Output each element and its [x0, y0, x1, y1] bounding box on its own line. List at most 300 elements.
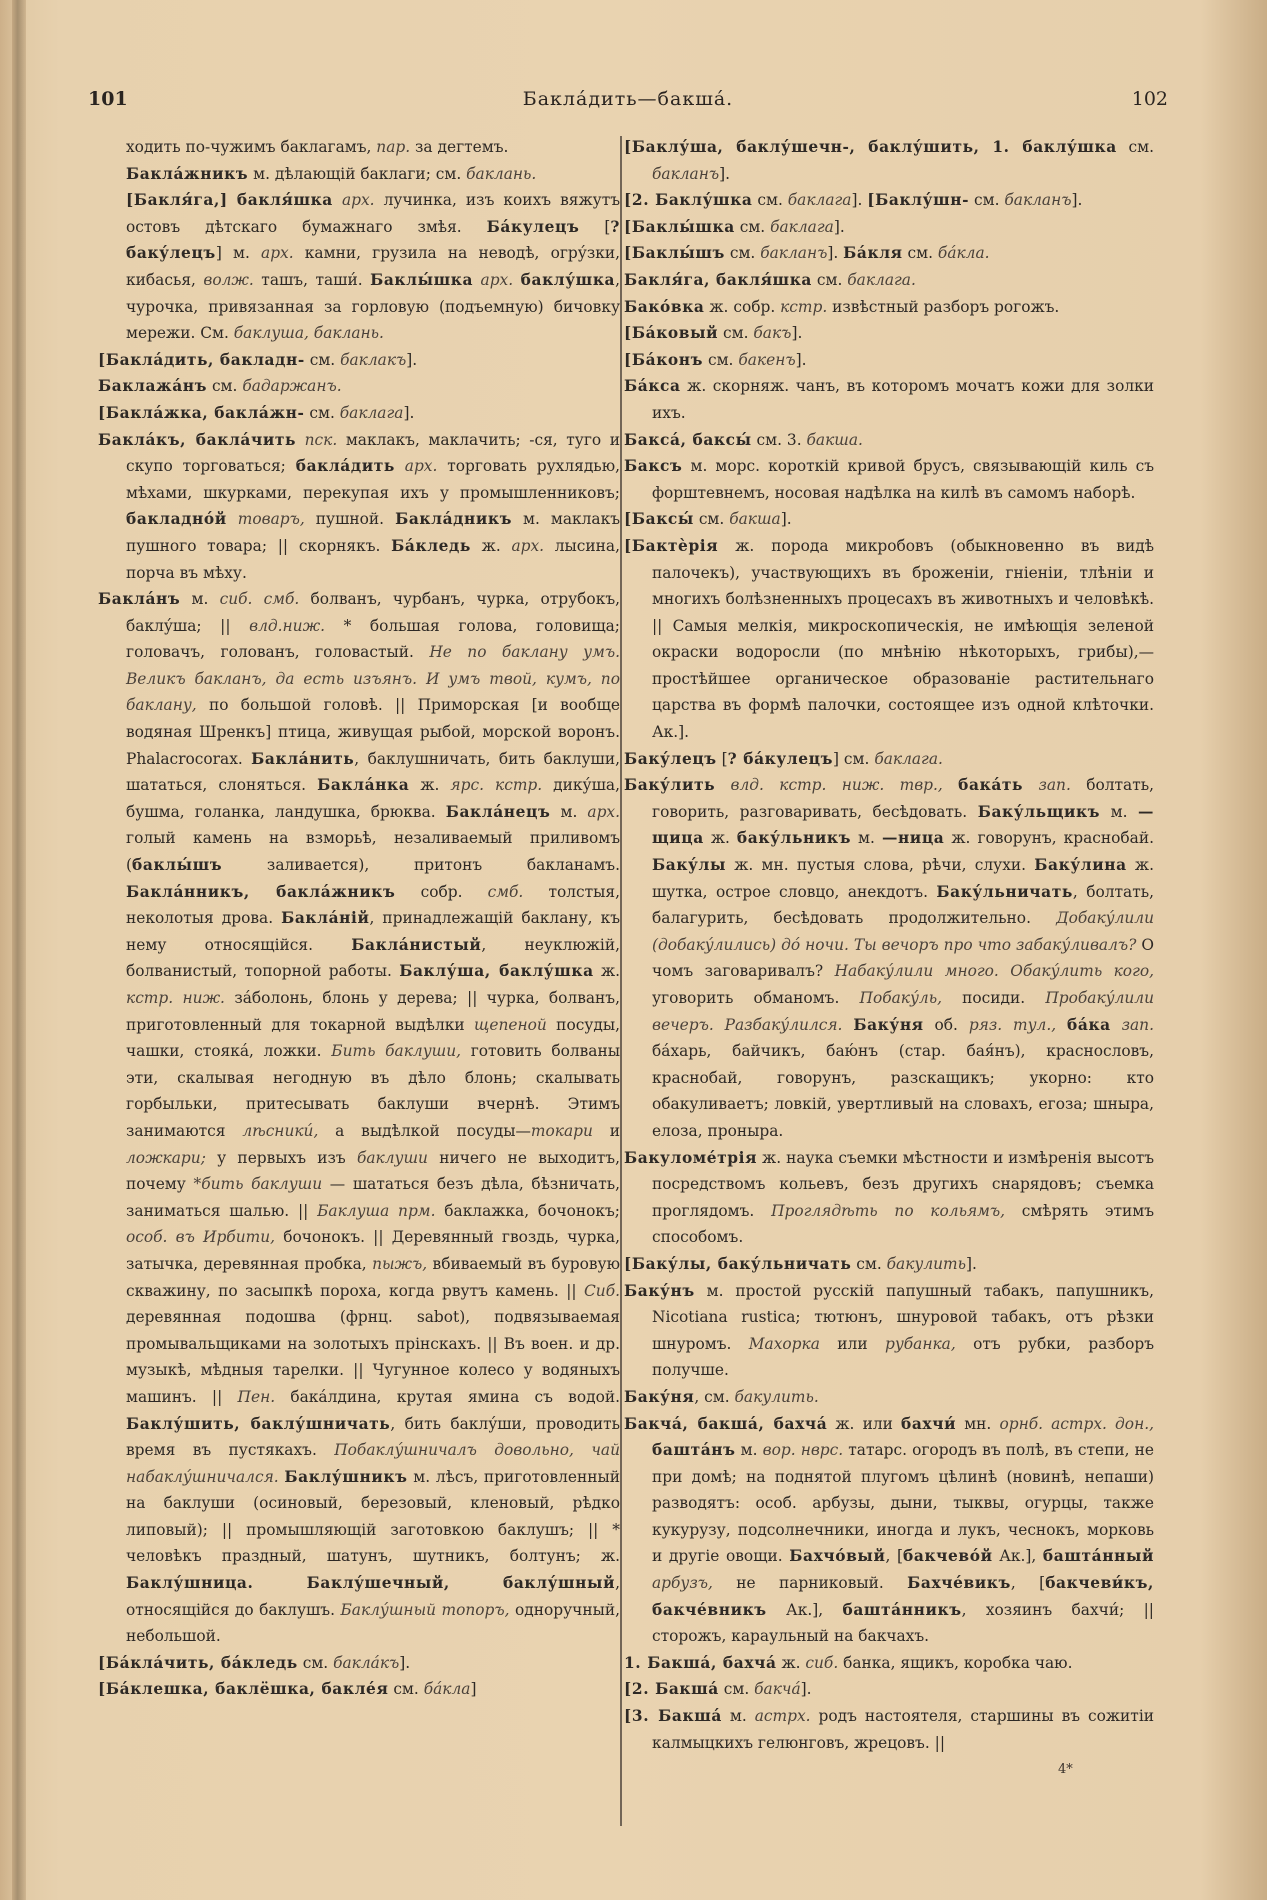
dictionary-entry [624, 1650, 1154, 1677]
italic-gloss: ба́кла. [937, 244, 990, 263]
dictionary-entry [624, 214, 1154, 241]
dictionary-entry [98, 134, 620, 161]
headword: [Ба́ковый [624, 324, 719, 343]
entry-text: см. [718, 1680, 755, 1699]
entry-text: ж. [593, 962, 620, 981]
entry-text: ж. порода микробовъ (обыкновенно въ видѣ палочекъ), участвующихъ въ броженіи, гніеніи, тлѣніи и многихъ болѣзненныхъ процесахъ въ животныхъ и человѣкѣ. || Самыя мелкія, микроскопическія, не имѣющія зеленой окраски водоросли (по мнѣнію нѣкоторыхъ, грибы),—простѣйшее органическое образованіе растительнаго царства въ формѣ палочки, состоящее изъ одной клѣточки. Ак.]. [652, 536, 1154, 742]
headword: бакчеви́къ, бакче́вникъ [652, 1574, 1154, 1619]
entry-text: , болтать, балагурить, бесѣдовать продолжительно. [652, 882, 1154, 928]
headword: Бакла́нецъ [445, 802, 551, 821]
headword: —ница [881, 829, 945, 848]
entry-text: собр. [395, 882, 488, 901]
entry-text: Ак.], [992, 1547, 1043, 1566]
italic-gloss: щепеной [473, 1015, 547, 1034]
italic-gloss: смб. [487, 882, 524, 901]
italic-gloss: баклага. [847, 270, 916, 289]
italic-gloss: Баклу́шный топоръ, [340, 1600, 510, 1619]
entry-text: см. [1116, 138, 1154, 156]
headword: Баку́лы [652, 856, 726, 875]
headword: [Бакла́жка, бакла́жн- [98, 403, 305, 422]
entry-text: ходить по-чужимъ баклагамъ, [126, 138, 377, 156]
entry-text: ж. говорунъ, краснобай. [944, 829, 1154, 848]
entry-text: деревянная подошва (фрнц. sabot), подвязываемая промывальщиками на золотыхъ прінскахъ. || Въ воен. и др. музыкѣ, мѣдныя тарелки. || Чугунное колесо у водяныхъ машинъ. || [126, 1308, 620, 1406]
entry-text: , относящійся до баклушъ. [126, 1574, 620, 1619]
headword: башта́нникъ [842, 1600, 962, 1619]
entry-text: ] м. [215, 244, 262, 263]
italic-gloss: арх. [261, 244, 294, 263]
entry-text: ж. наука съемки мѣстности и измѣренія высотъ посредствомъ кольевъ, безъ другихъ снарядовъ; съемка проглядомъ. [652, 1148, 1154, 1220]
entry-text: мн. [956, 1414, 1000, 1433]
italic-gloss: бакланъ [652, 164, 720, 183]
italic-gloss: арх. [587, 802, 620, 821]
running-header [88, 88, 1168, 118]
italic-gloss: Махорка [748, 1334, 820, 1353]
entry-text: за́болонь, блонь у дерева; || чурка, болванъ, приготовленный для токарной выдѣлки [126, 989, 620, 1034]
headword: Баку́нъ [624, 1281, 695, 1300]
headword: Бако́вка [624, 297, 705, 316]
entry-text: м. лѣсъ, приготовленный на баклуши (осиновый, березовый, кленовый, рѣдко липовый); || промышляющій заготовкою баклушъ; || * человѣкъ праздный, шатунъ, шутникъ, болтунъ; ж. [126, 1467, 620, 1566]
entry-text: ташъ, таши́. [253, 270, 371, 289]
entry-text: , принадлежащій баклану, къ нему относящійся. [126, 909, 620, 954]
headword: бакладно́й [126, 510, 227, 529]
entry-text: ничего не выходитъ, почему [126, 1148, 620, 1194]
entry-text: , баклушничать, бить баклуши, шататься, слоняться. [126, 749, 620, 795]
dictionary-entry [624, 506, 1154, 533]
italic-gloss: Сиб. [584, 1281, 620, 1300]
entry-text [1023, 776, 1038, 794]
entry-text: см. [752, 191, 788, 210]
entry-text: ]. [851, 191, 868, 210]
dictionary-entry [98, 187, 620, 347]
entry-text: см. [703, 350, 739, 369]
entry-text: см. [969, 191, 1005, 210]
headword: Баклу́шникъ [284, 1467, 408, 1486]
entry-text: см. [851, 1254, 887, 1273]
entry-text: , бить баклу́ши, проводить время въ пустякахъ. [126, 1414, 620, 1460]
entry-text: см. [811, 270, 848, 289]
dictionary-entry [624, 373, 1154, 426]
headword: бакла́дить [295, 457, 395, 476]
headword: ? баку́лецъ [126, 217, 620, 263]
entry-text: , [ [885, 1547, 903, 1566]
italic-gloss: баклань. [466, 164, 537, 183]
italic-gloss: рубанка, [884, 1334, 956, 1353]
headword: [Ба́клешка, баклёшка, бакле́я [98, 1680, 389, 1699]
headword: баклы́шъ [132, 856, 223, 875]
entry-text: м. [550, 802, 588, 821]
italic-gloss: Бить баклуши, [331, 1042, 462, 1061]
entry-text: м. простой русскій папушный табакъ, папушникъ, Nicotiana rustica; тютюнъ, шнуровой табакъ, отъ рѣзки шнуромъ. [652, 1281, 1154, 1353]
italic-gloss: влд.ниж. [249, 616, 325, 635]
entry-text: ]. [780, 510, 792, 529]
right-column [624, 134, 1154, 1756]
italic-gloss: Не по баклану умъ. Великъ бакланъ, да есть изъянъ. И умъ твой, кумъ, по баклану, [126, 643, 620, 715]
headword: Бакла́нистый [351, 935, 482, 954]
entry-text: болтать, говорить, разговаривать, бесѣдовать. [652, 776, 1154, 821]
entry-text: одноручный, небольшой. [126, 1600, 620, 1646]
headword: [Баклы́шъ [624, 244, 725, 263]
headword: [Баклу́шн- [867, 191, 970, 210]
entry-text: уговорить обманомъ. [652, 989, 860, 1007]
italic-gloss: кстр. [780, 297, 828, 316]
headword: Бакла́къ, бакла́чить [98, 430, 297, 449]
italic-gloss: зап. [1121, 1015, 1154, 1034]
entry-text: м. [735, 1441, 763, 1460]
dictionary-entry [98, 161, 620, 188]
dictionary-entry [98, 1650, 620, 1677]
entry-text: см. [734, 217, 771, 236]
headword: [3. Бакша́ [624, 1707, 722, 1726]
entry-text [715, 776, 730, 794]
dictionary-entry [624, 320, 1154, 347]
entry-text: посуды, чашки, стояка́, ложки. [126, 1015, 620, 1061]
headword: [Баклу́ша, баклу́шечн-, баклу́шить, 1. баклу́шка [624, 138, 1117, 156]
headword: бахчи́ [900, 1414, 957, 1433]
entry-text: [ [716, 749, 728, 768]
entry-text: см. [693, 510, 730, 529]
entry-text [943, 776, 958, 794]
dictionary-entry [98, 373, 620, 400]
italic-gloss: арх. [511, 536, 545, 555]
headword: Баку́льщикъ [977, 802, 1101, 821]
entry-text: , хозяинъ бахчи́; || сторожъ, караульный на бакчахъ. [652, 1600, 1154, 1646]
entry-text: см. [297, 1653, 334, 1672]
headword: Ба́кля [843, 244, 903, 263]
entry-text: баклажка, бочонокъ; [435, 1201, 620, 1220]
dictionary-entry [624, 427, 1154, 454]
entry-text: ба́харь, байчикъ, баю́нъ (стар. бая́нъ), краснословъ, краснобай, говорунъ, разскащикъ; укорно: кто обакуливаетъ; ловкій, увертливый на словахъ, егоза; шныра, елоза, пронырa. [652, 1042, 1154, 1140]
italic-gloss: бакенъ [738, 350, 796, 369]
headword: Бакла́нить [251, 749, 355, 768]
dictionary-entry [624, 1384, 1154, 1411]
headword: [Ба́конъ [624, 350, 704, 369]
italic-gloss: Пробаку́лили вечеръ. Разбаку́лился. [652, 989, 1155, 1034]
dictionary-entry [98, 1676, 620, 1703]
entry-text: м. морс. короткій кривой брусъ, связывающій киль съ форштевнемъ, носовая надѣлка на килѣ въ самомъ наборѣ. [652, 457, 1154, 502]
entry-text [395, 457, 405, 475]
italic-gloss: бакла́къ [333, 1653, 400, 1672]
headword: Бакла́нъ [98, 590, 181, 609]
italic-gloss: Побаку́ль, [859, 989, 942, 1007]
entry-text: извѣстный разборъ рогожъ. [827, 297, 1060, 316]
italic-gloss: бакланъ [1004, 191, 1072, 210]
dictionary-entry [624, 1278, 1154, 1384]
headword: [Бакля́га,] [126, 191, 228, 210]
headword: ба́ка [1067, 1015, 1111, 1034]
italic-gloss: Добаку́лили (добаку́лились) до́ ночи. Ты вечоръ про что забаку́ливалъ? [652, 909, 1154, 954]
italic-gloss: бакъ [753, 324, 792, 343]
headword: [Бакла́дить, бакладн- [98, 350, 305, 369]
dictionary-entry [98, 586, 620, 1650]
entry-text: родъ настоятеля, старшины въ сожитіи калмыцкихъ гелюнговъ, жрецовъ. || [652, 1707, 1154, 1752]
entry-text [842, 1016, 853, 1034]
dictionary-entry [624, 134, 1154, 187]
headword: [2. Бакша́ [624, 1680, 719, 1699]
entry-text: м. [851, 829, 882, 848]
italic-gloss: орнб. астрх. дон., [999, 1414, 1154, 1433]
headword: Баку́лить [624, 776, 716, 795]
entry-text: посиди. [941, 989, 1046, 1007]
headword: Бахчо́вый [789, 1547, 886, 1566]
italic-gloss: лѣсники́, [242, 1121, 319, 1140]
headword: ? ба́кулецъ [727, 749, 834, 768]
entry-text: ]. [403, 403, 415, 422]
italic-gloss: пск. [304, 430, 338, 449]
entry-text: банка, ящикъ, коробка чаю. [838, 1653, 1073, 1672]
page-number-left: 101 [88, 88, 128, 110]
entry-text: см. [304, 403, 340, 422]
headword: Баку́льничать [936, 882, 1073, 901]
headword: Бакла́нка [317, 776, 410, 795]
headword: бакчево́й [903, 1547, 993, 1566]
italic-gloss: бадаржанъ. [242, 377, 342, 396]
entry-text: О чомъ заговаривалъ? [652, 935, 1154, 981]
entry-text: — шататься безъ дѣла, бѣзничать, заниматься шалью. || [126, 1175, 620, 1220]
headword: Баклу́шница. Баклу́шечный, баклу́шный [126, 1574, 616, 1593]
signature-mark: 4* [1058, 1762, 1073, 1777]
headword: [Баксы́ [624, 510, 694, 529]
italic-gloss: бакча́ [754, 1680, 801, 1699]
headword: Баклу́шить, баклу́шничать [126, 1414, 391, 1433]
italic-gloss: особ. въ Ирбити, [126, 1228, 276, 1247]
entry-text: бака́лдина, крутая ямина съ водой. [275, 1387, 620, 1406]
dictionary-entry [624, 1703, 1154, 1756]
entry-text: ] [470, 1680, 477, 1699]
entry-text: ] см. [833, 749, 875, 768]
italic-gloss: волж. [203, 270, 254, 289]
italic-gloss: прм. [398, 1201, 436, 1220]
entry-text: или [819, 1334, 885, 1353]
headword: Бакса́, баксы́ [624, 430, 752, 449]
dictionary-entry [624, 294, 1154, 321]
headword: Бакла́нникъ, бакла́жникъ [126, 882, 396, 901]
dictionary-entry [624, 267, 1154, 294]
headword: [Ба́кла́чить, ба́кледь [98, 1653, 298, 1672]
headword: Бакча́, бакша́, бахча́ [624, 1414, 828, 1433]
headword: Баку́лина [1034, 856, 1127, 875]
italic-gloss: токари [530, 1121, 593, 1140]
entry-text: дику́ша, бушма, голанка, ландушка, брюква. [126, 776, 620, 821]
entry-text: см. [724, 244, 761, 263]
dictionary-entry [624, 1145, 1154, 1251]
entry-text: татарс. огородъ въ полѣ, въ степи, не при домѣ; на поднятой плугомъ цѣлинѣ (новинѣ, непаши) разводятъ: особ. арбузы, дыни, тыквы, огурцы, также кукурузу, подсолнечники, иногда и лукъ, чеснокъ, морковь и другіе овощи. [652, 1441, 1154, 1566]
headword: Бакуломе́трія [624, 1148, 758, 1167]
headword: Баку́лецъ [624, 749, 717, 768]
entry-text: , [ [1010, 1574, 1046, 1593]
italic-gloss: пар. [376, 138, 411, 156]
italic-gloss: сиб. [805, 1653, 839, 1672]
headword: [Баклы́шка [624, 217, 735, 236]
entry-text: не парниковый. [712, 1574, 908, 1593]
italic-gloss: ба́кла [423, 1680, 471, 1699]
italic-gloss: Набаку́лили много. Обаку́лить кого, [834, 962, 1155, 981]
entry-text [333, 191, 342, 209]
headword: Бахче́викъ [907, 1574, 1011, 1593]
entry-text [1056, 1016, 1067, 1034]
entry-text [389, 1202, 398, 1220]
headword: Бакла́жникъ [126, 164, 249, 183]
dictionary-entry [624, 453, 1154, 506]
entry-text: по большой головѣ. || Приморская [и вообще водяная Шренкъ] птица, живущая рыбой, морской воронъ. Phalacrocorax. [126, 696, 620, 768]
italic-gloss: баклуши [356, 1148, 428, 1167]
headword: Ба́кса [624, 377, 681, 396]
entry-text: * большая голова, головища; головачъ, голованъ, головастый. [126, 616, 620, 662]
entry-text: см. [902, 244, 938, 263]
italic-gloss: Побаклу́шничалъ довольно, чай набаклу́шничался. [126, 1441, 620, 1486]
entry-text: м. [1100, 802, 1138, 821]
dictionary-entry [624, 772, 1154, 1144]
headword: бака́ть [958, 776, 1024, 795]
italic-gloss: баклага [787, 191, 852, 210]
entry-text: камни, грузила на неводѣ, огру́зки, кибасья, [126, 244, 620, 289]
entry-text: голый камень на взморьѣ, незаливаемый приливомъ ( [126, 829, 620, 875]
entry-text: , неуклюжій, болванистый, топорной работы. [126, 935, 620, 981]
entry-text: м. [180, 590, 220, 609]
italic-gloss: кстр. ниж. [126, 989, 225, 1007]
italic-gloss: бакша [729, 510, 781, 529]
entry-text [227, 510, 238, 528]
entry-text: и [592, 1121, 621, 1140]
italic-gloss: арбузъ, [652, 1574, 713, 1593]
dictionary-entry [98, 347, 620, 374]
entry-text: ]. [833, 217, 845, 236]
entry-text: , см. [694, 1387, 735, 1406]
italic-gloss: *бить баклуши [193, 1175, 323, 1194]
entry-text: м. [721, 1707, 755, 1726]
entry-text [228, 191, 237, 209]
entry-text: у первыхъ изъ [205, 1148, 357, 1167]
entry-text: за дегтемъ. [410, 138, 509, 156]
headword: башта́нный [1042, 1547, 1154, 1566]
entry-text: см. [304, 350, 341, 369]
column-divider [620, 136, 622, 1826]
headword: Баку́ня [624, 1387, 695, 1406]
entry-text: ]. [399, 1653, 411, 1672]
headword: баклу́шка [520, 270, 616, 289]
italic-gloss: сиб. смб. [219, 590, 300, 609]
entry-text: ]. [795, 350, 807, 369]
entry-text: , чурочка, привязанная за горловую (подъемную) бичовку мережи. См. [126, 270, 621, 343]
italic-gloss: астрх. [754, 1707, 811, 1726]
entry-text: см. [718, 324, 754, 343]
entry-text: ]. [406, 350, 418, 369]
italic-gloss: Баклуша [317, 1201, 390, 1220]
entry-text: см. 3. [751, 430, 807, 449]
italic-gloss: бакша. [806, 430, 863, 449]
entry-text: ж. [409, 776, 451, 795]
dictionary-entry [624, 1676, 1154, 1703]
entry-text: ж. шутка, острое словцо, анекдотъ. [652, 856, 1154, 901]
entry-text: ж. [776, 1653, 806, 1672]
entry-text: толстыя, неколотыя дрова. [126, 882, 620, 928]
entry-text: м. маклакъ пушного товара; || скорнякъ. [126, 510, 620, 555]
italic-gloss: влд. кстр. ниж. твр., [730, 776, 943, 795]
italic-gloss: арх. [341, 191, 375, 210]
italic-gloss: пыжъ, [372, 1254, 428, 1273]
dictionary-entry [624, 533, 1154, 746]
italic-gloss: баклага. [874, 749, 943, 768]
entry-text: ]. [791, 324, 803, 343]
dictionary-entry [624, 187, 1154, 214]
entry-text: готовить болваны эти, скалывая негодную въ дѣло блонь; скалывать горбыльки, притесывать баклуши вчернѣ. Этимъ занимаются [126, 1042, 620, 1140]
headword: бакля́шка [236, 191, 333, 210]
entry-text: ж. мн. пустыя слова, рѣчи, слухи. [725, 856, 1035, 875]
entry-text: см. [388, 1680, 424, 1699]
dictionary-entry [98, 400, 620, 427]
entry-text: см. [207, 377, 243, 396]
italic-gloss: баклуша, баклань. [233, 324, 384, 343]
dictionary-entry [624, 347, 1154, 374]
entry-text: а выдѣлкой посуды— [318, 1121, 531, 1140]
entry-text: об. [923, 1015, 969, 1034]
italic-gloss: зап. [1038, 776, 1071, 795]
dictionary-entry [624, 746, 1154, 773]
italic-gloss: бакланъ [760, 244, 828, 263]
entry-text: ]. [719, 164, 731, 183]
entry-text: ж. [703, 829, 737, 848]
headword: [Баку́лы, баку́льничать [624, 1254, 852, 1273]
entry-text: болванъ, чурбанъ, чурка, отрубокъ, баклу́ша; || [126, 590, 620, 635]
headword: [2. Баклу́шка [624, 191, 753, 210]
italic-gloss: Проглядѣть по кольямъ, [771, 1201, 1006, 1220]
italic-gloss: Пен. [237, 1387, 276, 1406]
italic-gloss: арх. [480, 270, 514, 289]
book-binding-edge [12, 0, 26, 1900]
headword: Бакля́га, бакля́шка [624, 270, 812, 289]
italic-gloss: ряз. тул., [968, 1015, 1057, 1034]
entry-text: пушной. [304, 510, 396, 529]
entry-text: м. дѣлающій баклаги; см. [248, 164, 467, 183]
headword: Баку́ня [853, 1015, 924, 1034]
headword: Баксъ [624, 457, 683, 476]
page-title: Бакла́дить—бакша́. [522, 88, 734, 110]
italic-gloss: ярс. кстр. [450, 776, 543, 795]
entry-text: ]. [966, 1254, 977, 1273]
entry-text: ж. собр. [704, 297, 781, 316]
headword: Баклажа́нъ [98, 377, 208, 396]
italic-gloss: бакулить. [734, 1387, 819, 1406]
italic-gloss: баклага [770, 217, 834, 236]
italic-gloss: вор. нврс. [762, 1441, 844, 1460]
entry-text: ]. [827, 244, 844, 263]
page-number-right: 102 [1131, 88, 1168, 110]
entry-text: бочонокъ. || Деревянный гвоздь, чурка, затычка, деревянная пробка, [126, 1228, 620, 1273]
entry-text: смѣрять этимъ способомъ. [652, 1201, 1154, 1247]
headword: Бакла́дникъ [395, 510, 512, 529]
headword: Ба́кулецъ [486, 217, 580, 236]
headword: 1. Бакша́, бахча́ [624, 1653, 777, 1672]
entry-text: лысина, порча въ мѣху. [126, 536, 620, 582]
entry-text: [ [579, 217, 611, 236]
italic-gloss: бакулить [886, 1254, 967, 1273]
headword: —щица [652, 802, 1154, 848]
entry-text: ж. [470, 536, 512, 555]
entry-text: ж. или [827, 1414, 901, 1433]
headword: Бакла́ній [281, 909, 370, 928]
entry-text: маклакъ, маклачить; -ся, туго и скупо торговаться; [126, 430, 620, 476]
entry-text: ж. скорняж. чанъ, въ которомъ мочатъ кожи для золки ихъ. [652, 377, 1154, 422]
entry-text [473, 271, 480, 289]
headword: Баклы́шка [370, 270, 474, 289]
entry-text [513, 271, 520, 289]
entry-text: Ак.], [766, 1600, 843, 1619]
entry-text: ]. [1071, 191, 1083, 210]
entry-text [296, 431, 305, 449]
headword: Баклу́ша, баклу́шка [399, 962, 594, 981]
entry-text: торговать рухлядью, мѣхами, шкурками, перекупая ихъ у промышленниковъ; [126, 457, 620, 502]
entry-text: заливается), притонъ бакланамъ. [222, 856, 620, 875]
entry-text: отъ рубки, разборъ получше. [652, 1334, 1155, 1380]
